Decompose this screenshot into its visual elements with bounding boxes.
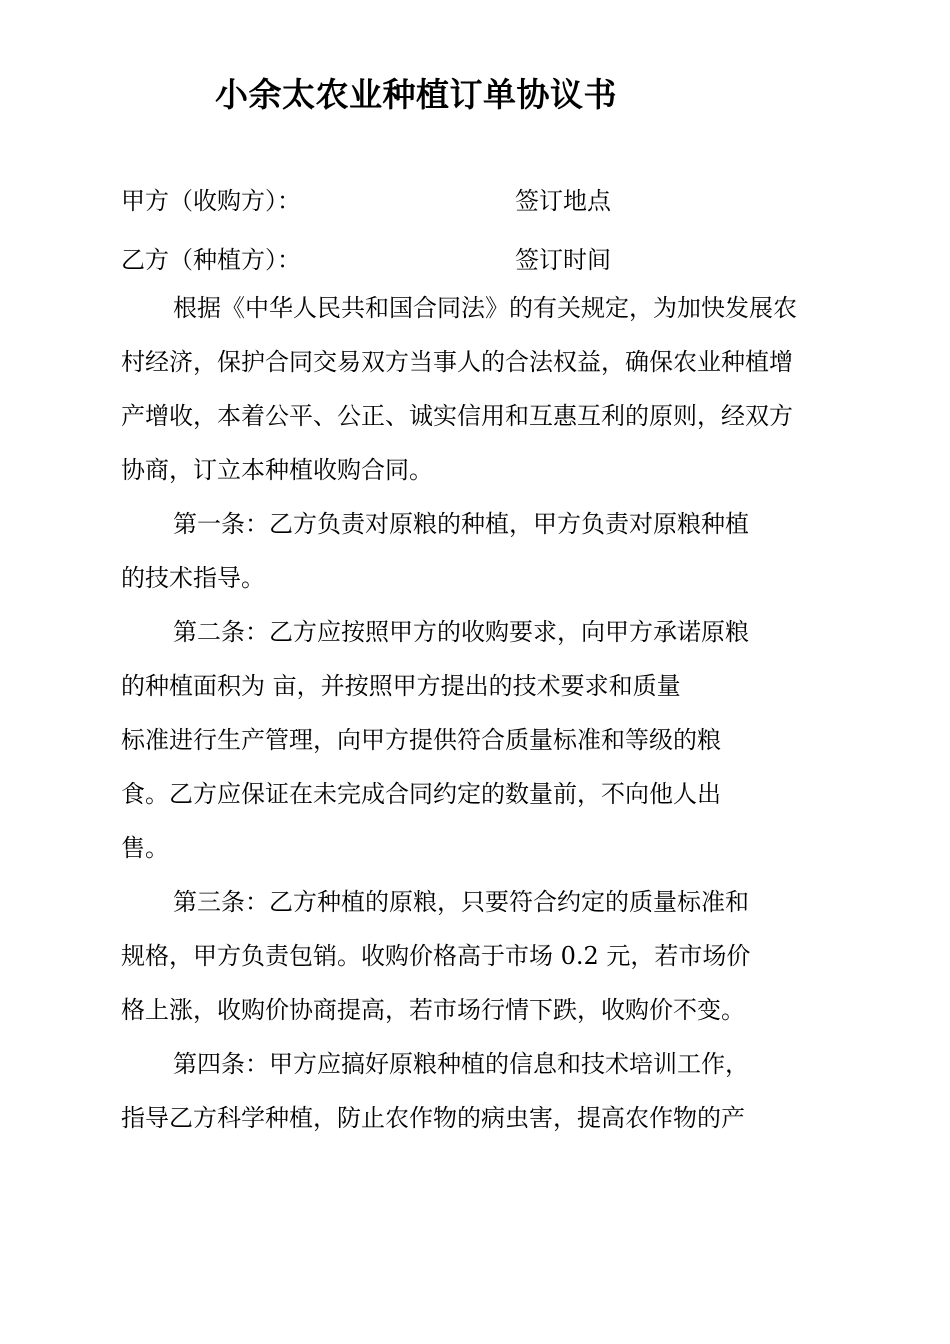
paragraph-line: 售。 <box>121 834 169 862</box>
paragraph-line: 产增收，本着公平、公正、诚实信用和互惠互利的原则，经双方 <box>121 402 793 430</box>
party-a-label: 甲方（收购方）： <box>121 187 301 215</box>
party-b-row <box>121 240 841 280</box>
paragraph-line: 标准进行生产管理，向甲方提供符合质量标准和等级的粮 <box>121 726 721 754</box>
paragraph-article-3 <box>121 881 841 1043</box>
paragraph-preamble <box>121 287 841 503</box>
paragraph-line: 协商，订立本种植收购合同。 <box>121 456 433 484</box>
party-a-row <box>121 181 841 221</box>
paragraph-article-2 <box>121 611 841 881</box>
paragraph-line: 食。乙方应保证在未完成合同约定的数量前，不向他人出 <box>121 780 721 808</box>
document-title: 小余太农业种植订单协议书 <box>215 75 617 114</box>
paragraph-line: 第四条：甲方应搞好原粮种植的信息和技术培训工作， <box>173 1050 749 1078</box>
paragraph-line: 根据《中华人民共和国合同法》的有关规定，为加快发展农 <box>173 294 797 322</box>
paragraph-line: 的种植面积为 亩，并按照甲方提出的技术要求和质量 <box>121 672 681 700</box>
contract-body <box>121 287 841 1151</box>
paragraph-line: 的技术指导。 <box>121 564 265 592</box>
paragraph-article-4 <box>121 1043 841 1151</box>
paragraph-line: 指导乙方科学种植，防止农作物的病虫害，提高农作物的产 <box>121 1104 745 1132</box>
party-b-label: 乙方（种植方）： <box>121 246 301 274</box>
paragraph-line: 村经济，保护合同交易双方当事人的合法权益，确保农业种植增 <box>121 348 793 376</box>
paragraph-line: 第一条：乙方负责对原粮的种植，甲方负责对原粮种植 <box>173 510 749 538</box>
sign-time-label: 签订时间 <box>515 246 611 274</box>
paragraph-line: 规格，甲方负责包销。收购价格高于市场 0.2 元，若市场价 <box>121 942 751 970</box>
paragraph-line: 第三条：乙方种植的原粮，只要符合约定的质量标准和 <box>173 888 749 916</box>
paragraph-line: 第二条：乙方应按照甲方的收购要求，向甲方承诺原粮 <box>173 618 749 646</box>
paragraph-line: 格上涨，收购价协商提高，若市场行情下跌，收购价不变。 <box>121 996 745 1024</box>
sign-place-label: 签订地点 <box>515 187 611 215</box>
paragraph-article-1 <box>121 503 841 611</box>
